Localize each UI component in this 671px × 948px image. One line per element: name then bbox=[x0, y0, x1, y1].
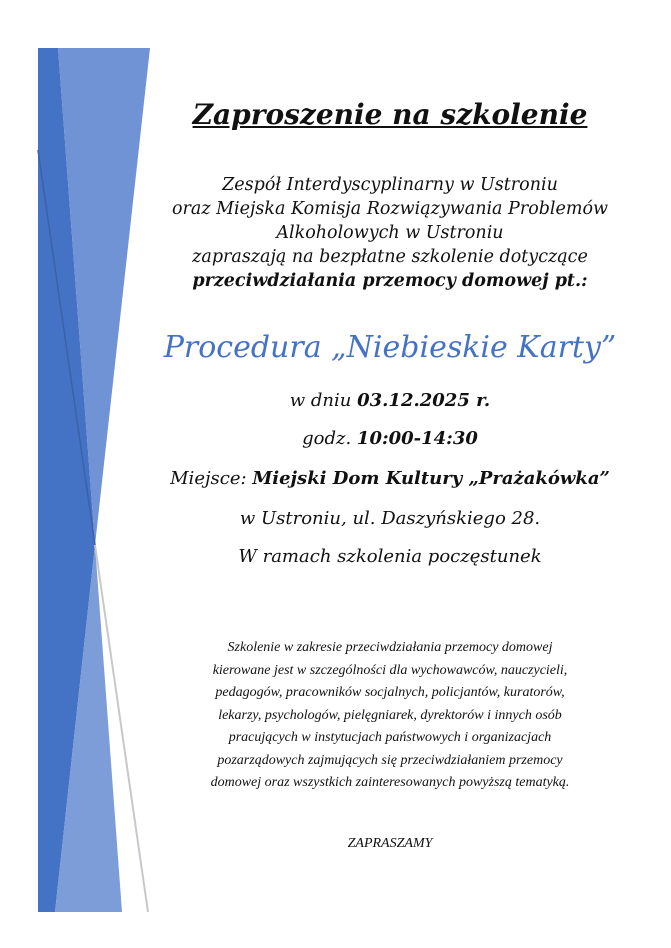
description-line: lekarzy, psychologów, pielęgniarek, dyrektorów i innych osób bbox=[218, 707, 562, 723]
description-line: domowej oraz wszystkich zainteresowanych powyższą tematyką. bbox=[210, 775, 570, 790]
date-prefix: w dniu bbox=[289, 390, 352, 411]
time-prefix: godz. bbox=[302, 428, 352, 449]
place-line bbox=[160, 468, 620, 489]
intro-block bbox=[160, 173, 620, 293]
place: Miejski Dom Kultury „Prażakówka” bbox=[252, 468, 610, 489]
description-line: kierowane jest w szczególności dla wychowawców, nauczycieli, bbox=[212, 662, 568, 678]
time: 10:00-14:30 bbox=[356, 428, 478, 449]
description-line: pracujących w instytucjach państwowych i organizacjach bbox=[228, 730, 552, 745]
description-line: Szkolenie w zakresie przeciwdziałania przemocy domowej bbox=[227, 640, 553, 655]
intro-line: zapraszają na bezpłatne szkolenie dotyczące bbox=[192, 247, 588, 267]
intro-line: Alkoholowych w Ustroniu bbox=[276, 223, 504, 243]
procedure-title: Procedura „Niebieskie Karty” bbox=[163, 330, 617, 365]
address: w Ustroniu, ul. Daszyńskiego 28. bbox=[239, 508, 541, 529]
description-block bbox=[160, 637, 620, 795]
intro-line: Zespół Interdyscyplinarny w Ustroniu bbox=[222, 175, 558, 195]
subject: przeciwdziałania przemocy domowej pt.: bbox=[192, 271, 588, 291]
description-line: pozarządowych zajmujących się przeciwdziałaniem przemocy bbox=[217, 752, 563, 768]
page-title: Zaproszenie na szkolenie bbox=[192, 98, 588, 131]
refreshments: W ramach szkolenia poczęstunek bbox=[238, 546, 542, 567]
place-prefix: Miejsce: bbox=[170, 468, 247, 489]
intro-line: oraz Miejska Komisja Rozwiązywania Problemów bbox=[172, 199, 608, 219]
time-line bbox=[160, 428, 620, 449]
closing: ZAPRASZAMY bbox=[347, 836, 433, 851]
date-line bbox=[160, 390, 620, 411]
date: 03.12.2025 r. bbox=[357, 390, 491, 411]
description-line: pedagogów, pracowników socjalnych, policjantów, kuratorów, bbox=[215, 685, 565, 700]
